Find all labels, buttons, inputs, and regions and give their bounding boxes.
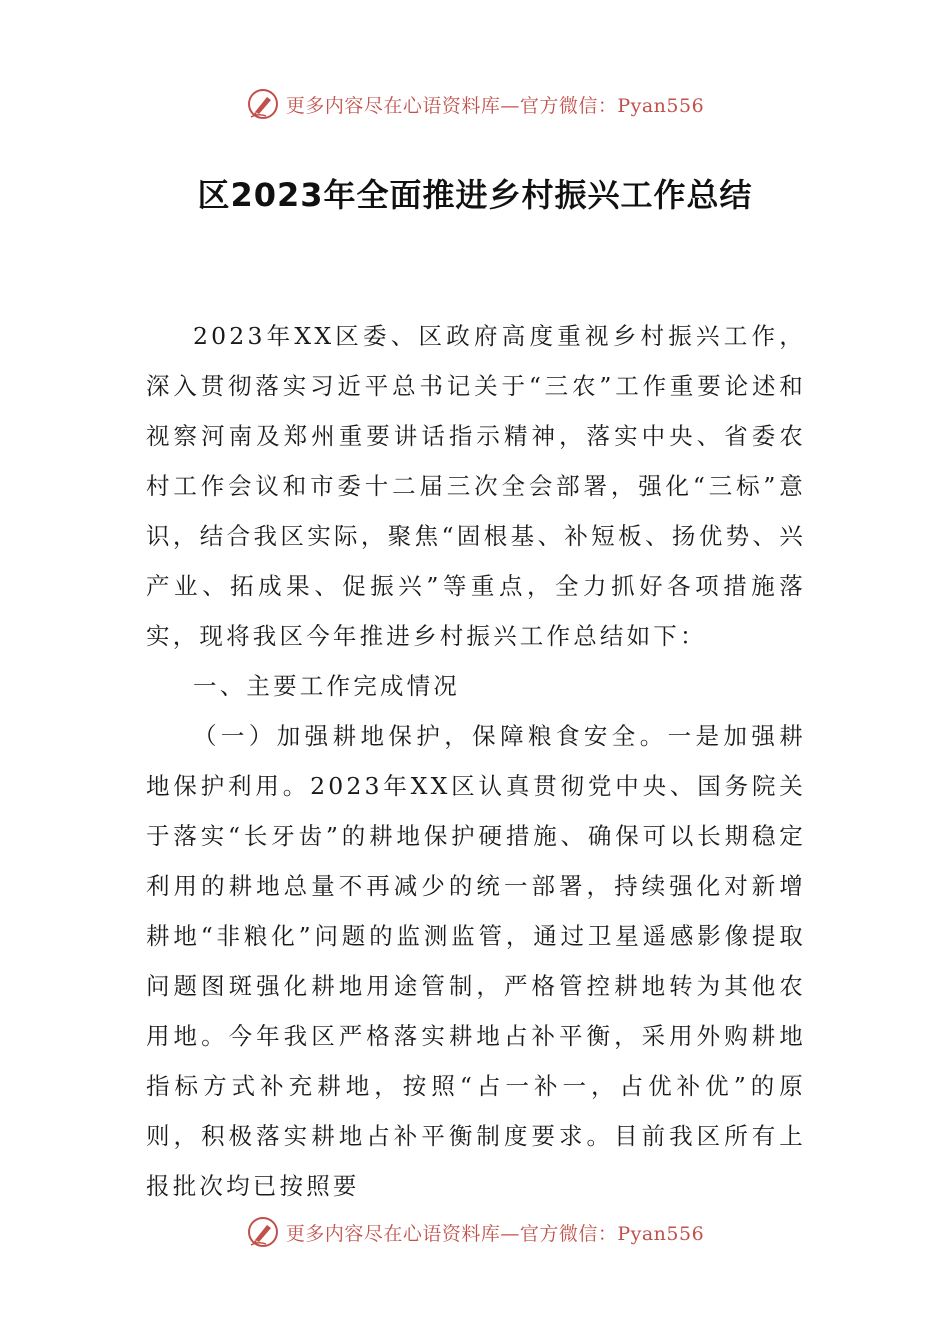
pen-logo-icon xyxy=(246,87,280,121)
document-body xyxy=(146,311,806,1211)
pen-logo-icon xyxy=(246,1215,280,1249)
watermark-text: 更多内容尽在心语资料库—官方微信：Pyan556 xyxy=(285,94,705,117)
watermark-text: 更多内容尽在心语资料库—官方微信：Pyan556 xyxy=(285,1222,705,1245)
section-heading: 一、主要工作完成情况 xyxy=(193,672,460,700)
intro-paragraph: 2023年XX区委、区政府高度重视乡村振兴工作，深入贯彻落实习近平总书记关于“三农”工作重要论述和视察河南及郑州重要讲话指示精神，落实中央、省委农村工作会议和市委十二届三次全会部署，强化“三标”意识，结合我区实际，聚焦“固根基、补短板、扬优势、兴产业、拓成果、促振兴”等重点，全力抓好各项措施落实，现将我区今年推进乡村振兴工作总结如下： xyxy=(146,322,806,650)
watermark-header xyxy=(0,84,950,124)
watermark-footer xyxy=(0,1212,950,1252)
document-title: 区2023年全面推进乡村振兴工作总结 xyxy=(197,176,753,214)
subsection-paragraph: （一）加强耕地保护，保障粮食安全。一是加强耕地保护利用。2023年XX区认真贯彻党中央、国务院关于落实“长牙齿”的耕地保护硬措施、确保可以长期稳定利用的耕地总量不再减少的统一部署，持续强化对新增耕地“非粮化”问题的监测监管，通过卫星遥感影像提取问题图斑强化耕地用途管制，严格管控耕地转为其他农用地。今年我区严格落实耕地占补平衡，采用外购耕地指标方式补充耕地，按照“占一补一，占优补优”的原则，积极落实耕地占补平衡制度要求。目前我区所有上报批次均已按照要 xyxy=(146,722,806,1200)
